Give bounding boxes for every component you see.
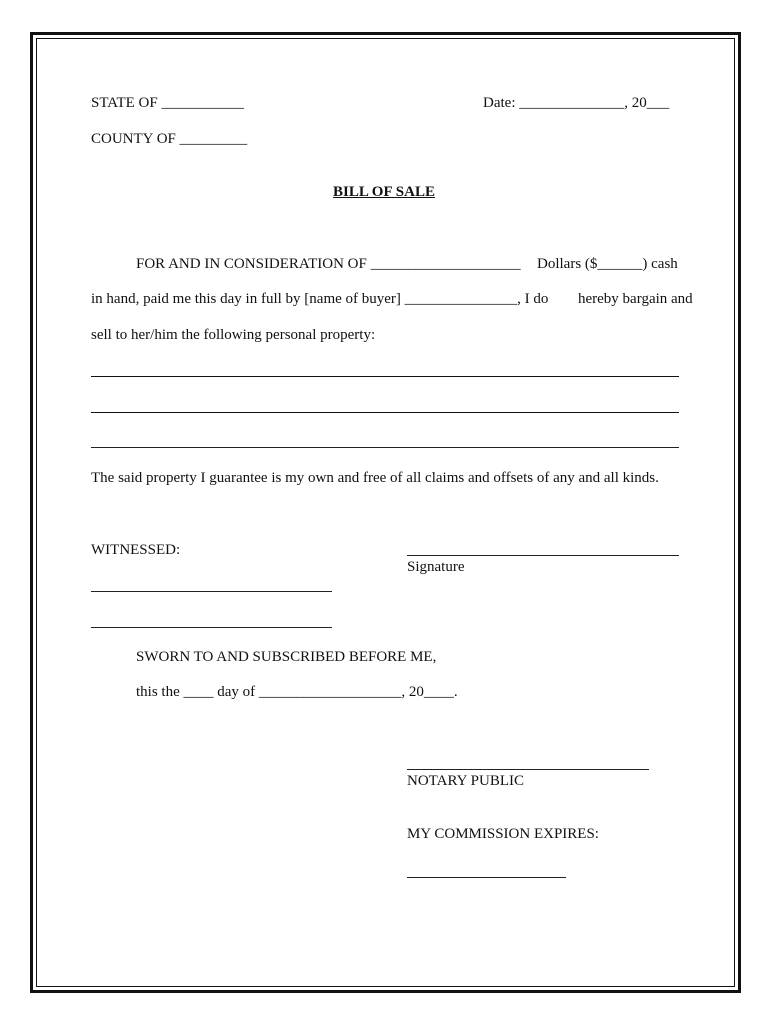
notary-signature-line[interactable] [407, 769, 649, 770]
county-field[interactable]: COUNTY OF _________ [91, 131, 248, 147]
property-line-3[interactable] [91, 447, 679, 448]
property-line-2[interactable] [91, 412, 679, 413]
buyer-name-field[interactable]: in hand, paid me this day in full by [name of buyer] _______________, I do [91, 291, 549, 307]
guarantee-text: The said property I guarantee is my own and free of all claims and offsets of any and all kinds. [91, 470, 659, 486]
witness-line-2[interactable] [91, 627, 332, 628]
consideration-amount-field[interactable]: FOR AND IN CONSIDERATION OF ____________________ [136, 256, 521, 272]
witnessed-label: WITNESSED: [91, 542, 181, 558]
signature-label: Signature [407, 559, 465, 575]
document-title: BILL OF SALE [333, 184, 435, 200]
dollars-cash-field[interactable]: Dollars ($______) cash [537, 256, 678, 272]
page-border-inner [36, 38, 735, 987]
commission-expires-label: MY COMMISSION EXPIRES: [407, 826, 599, 842]
notary-date-field[interactable]: this the ____ day of ___________________, 20____. [136, 684, 458, 700]
property-intro-text: sell to her/him the following personal property: [91, 327, 376, 343]
notary-public-label: NOTARY PUBLIC [407, 773, 525, 789]
sworn-text: SWORN TO AND SUBSCRIBED BEFORE ME, [136, 649, 437, 665]
commission-expires-line[interactable] [407, 877, 566, 878]
state-field[interactable]: STATE OF ___________ [91, 95, 244, 111]
witness-line-1[interactable] [91, 591, 332, 592]
property-line-1[interactable] [91, 376, 679, 377]
bargain-text: hereby bargain and [578, 291, 693, 307]
date-field[interactable]: Date: ______________, 20___ [483, 95, 670, 111]
seller-signature-line[interactable] [407, 555, 679, 556]
